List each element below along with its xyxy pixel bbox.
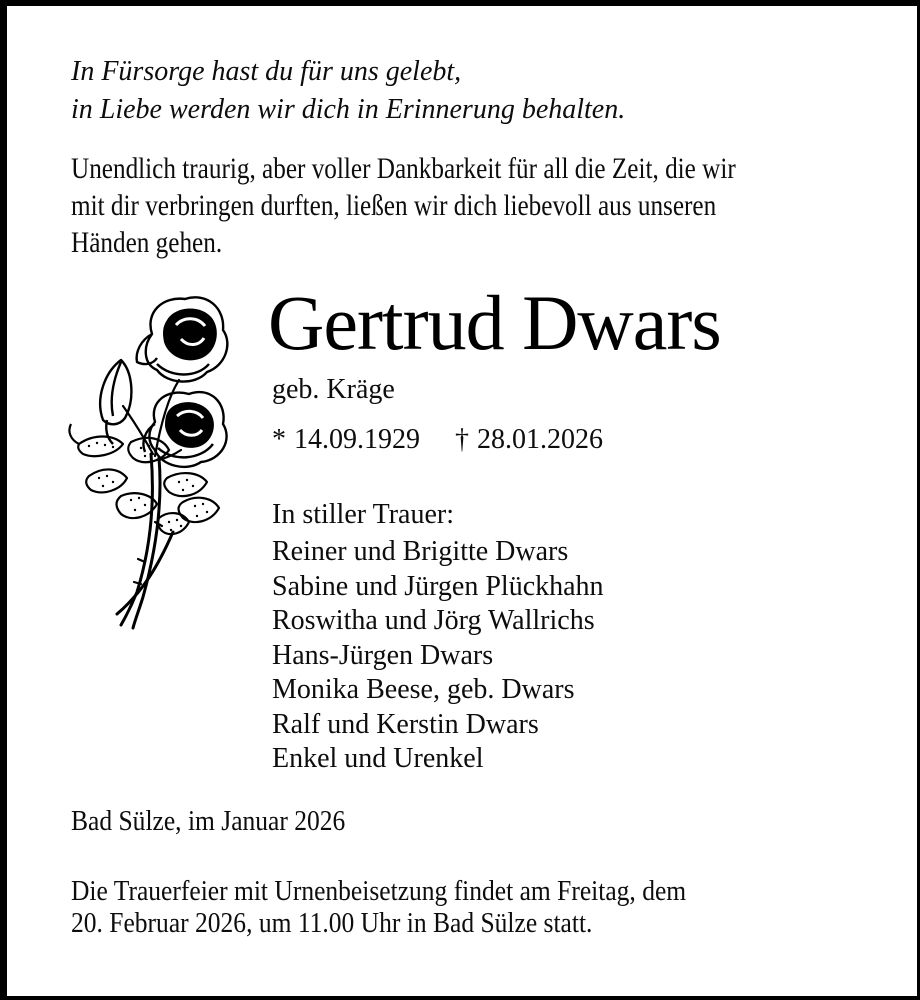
birth-star-symbol: * bbox=[272, 424, 286, 455]
scan-border-left bbox=[0, 0, 7, 1000]
death-cross-symbol: † bbox=[455, 424, 469, 455]
mourner-line: Roswitha und Jörg Wallrichs bbox=[272, 605, 595, 636]
death-group bbox=[455, 424, 603, 455]
epigraph-line: In Fürsorge hast du für uns gelebt, bbox=[71, 56, 462, 87]
mourning-heading: In stiller Trauer: bbox=[272, 499, 454, 530]
mourner-line: Sabine und Jürgen Plückhahn bbox=[272, 570, 604, 602]
intro-line: Händen gehen. bbox=[71, 226, 223, 259]
mourner-line: Monika Beese, geb. Dwars bbox=[272, 674, 575, 705]
intro-paragraph bbox=[71, 150, 736, 261]
deceased-name: Gertrud Dwars bbox=[268, 279, 721, 366]
epigraph bbox=[71, 53, 625, 129]
rose-branch-icon bbox=[55, 292, 230, 637]
intro-line: Unendlich traurig, aber voller Dankbarkeit für all die Zeit, die wir bbox=[71, 152, 736, 185]
life-dates bbox=[272, 425, 603, 455]
mourners-list bbox=[272, 535, 604, 777]
mourner-line: Reiner und Brigitte Dwars bbox=[272, 536, 569, 567]
scan-border-top bbox=[0, 0, 920, 6]
maiden-name: geb. Kräge bbox=[272, 374, 395, 405]
mourner-line: Hans-Jürgen Dwars bbox=[272, 639, 494, 671]
epigraph-line: in Liebe werden wir dich in Erinnerung behalten. bbox=[71, 94, 626, 125]
mourner-line: Ralf und Kerstin Dwars bbox=[272, 708, 539, 740]
birth-group bbox=[272, 424, 427, 455]
place-date-line: Bad Sülze, im Januar 2026 bbox=[71, 805, 346, 837]
scan-border-bottom bbox=[0, 996, 920, 1000]
funeral-line: Die Trauerfeier mit Urnenbeisetzung findet am Freitag, dem bbox=[71, 875, 687, 907]
funeral-info bbox=[71, 875, 686, 939]
mourner-line: Enkel und Urenkel bbox=[272, 743, 484, 774]
funeral-line: 20. Februar 2026, um 11.00 Uhr in Bad Sülze statt. bbox=[71, 907, 593, 939]
intro-line: mit dir verbringen durften, ließen wir dich liebevoll aus unseren bbox=[71, 189, 717, 222]
birth-date: 14.09.1929 bbox=[294, 424, 420, 455]
death-date: 28.01.2026 bbox=[477, 424, 603, 455]
